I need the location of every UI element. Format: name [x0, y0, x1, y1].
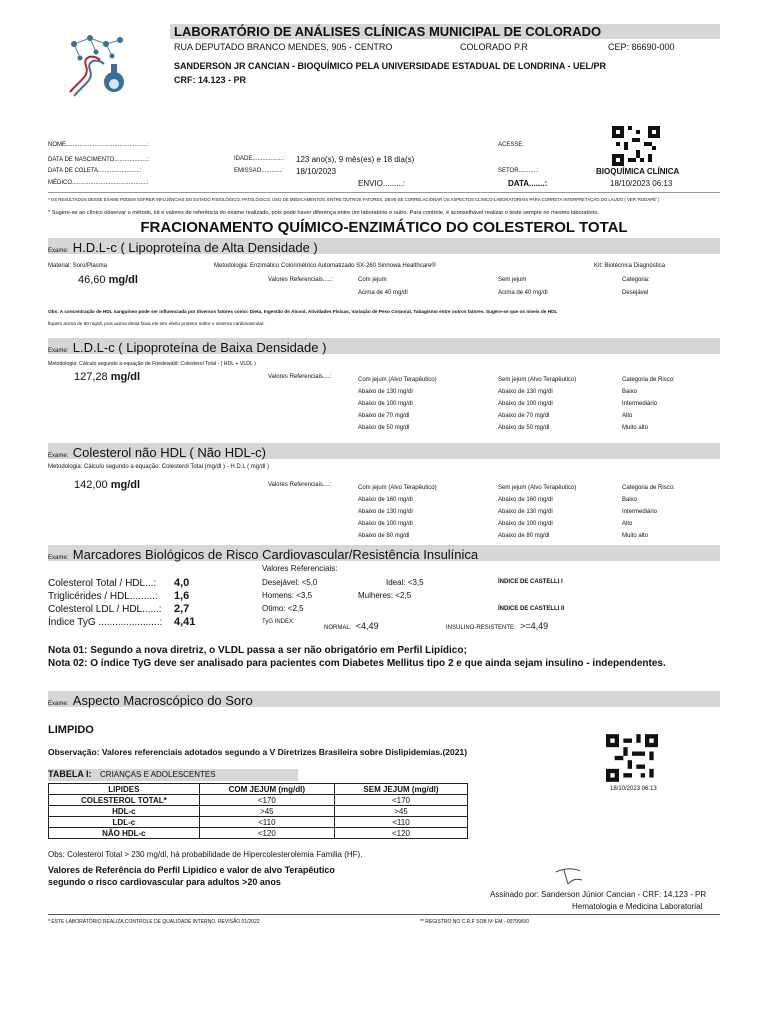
table-cell: COLESTEROL TOTAL* [49, 795, 200, 806]
table-cell: HDL-c [49, 806, 200, 817]
nonhdl-col1-row: Abaixo de 80 mg/dl [358, 533, 410, 539]
nonhdl-col1-row: Abaixo de 100 mg/dl [358, 521, 413, 527]
nome-label: NOME.................................................: [48, 142, 150, 148]
table-row [49, 795, 468, 806]
hdl-title: H.D.L-c ( Lipoproteína de Alta Densidade ) [72, 240, 318, 255]
tabela-obs: Obs: Colesterol Total > 230 mg/dl, há probabilidade de Hipercolesterolemia Familia (HF). [48, 850, 363, 859]
exame-label: Exame: [48, 555, 69, 561]
observacao: Observação: Valores referenciais adotados segundo a V Diretrizes Brasileira sobre Dislipidemias.(2021) [48, 747, 468, 757]
medico-label: MÉDICO.............................................: [48, 180, 149, 186]
lab-city: COLORADO P.R [460, 42, 528, 52]
table-header: COM JEJUM (mg/dl) [199, 784, 334, 795]
footer-ref-line2: segundo o risco cardiovascular para adultos >20 anos [48, 877, 281, 887]
hdl-obs2: fiquem acima de 60 mg/dl, pois acima desta faixa ele tem efeito protetor sobre o sistema cardiovascular. [48, 321, 265, 326]
reference-table [48, 783, 468, 839]
hdl-result [78, 274, 138, 286]
hdl-ref-label: Valores Referenciais.....: [268, 277, 333, 283]
tyg-resistente [446, 616, 548, 634]
marker-label: Triglicérides / HDL.........: [48, 591, 158, 602]
ldl-col1-row: Abaixo de 130 mg/dl [358, 389, 413, 395]
nonhdl-col2-row: Abaixo de 80 mg/dl [498, 533, 550, 539]
ideal: Ideal: <3,5 [386, 578, 424, 587]
ldl-col1-row: Abaixo de 70 mg/dl [358, 413, 410, 419]
hdl-col2-v: Acima de 40 mg/dl [498, 290, 548, 296]
nonhdl-col3-row: Intermediário [622, 509, 658, 515]
registro: ** REGISTRO NO C.R.F SOB Nº EM - 00799/6/0 [420, 919, 530, 925]
table-row [49, 806, 468, 817]
marker-label: Colesterol Total / HDL...: [48, 578, 157, 589]
suggestion: * Sugere-se ao clínico observar o método, kit e valores de referência do exame realizado, pois pode haver diferença entre um laboratório e outro. Para controle, é aconselhável realizar o teste sempre no mesmo laboratório. [48, 210, 599, 216]
markers-values [174, 577, 195, 629]
data-value: 18/10/2023 06:13 [610, 179, 673, 188]
table-cell: >45 [199, 806, 334, 817]
exame-label: Exame: [48, 248, 69, 254]
otimo: Otimo: <2,5 [262, 604, 304, 613]
table-header: LIPIDES [49, 784, 200, 795]
exame-label: Exame: [48, 701, 69, 707]
table-cell: <110 [199, 817, 334, 828]
marker-value: 2,7 [174, 603, 190, 615]
table-row [49, 828, 468, 839]
nonhdl-col3-row: Baixo [622, 497, 638, 503]
qr-code-icon[interactable] [612, 126, 660, 166]
nonhdl-col2-row: Abaixo de 160 mg/dl [498, 497, 553, 503]
nascimento-label: DATA DE NASCIMENTO....................: [48, 157, 150, 163]
ldl-col2 [498, 374, 576, 434]
main-title: FRACIONAMENTO QUÍMICO-ENZIMÁTICO DO COLESTEROL TOTAL [140, 219, 628, 236]
lab-address: RUA DEPUTADO BRANCO MENDES, 905 - CENTRO [174, 42, 393, 52]
nonhdl-ref-label: Valores Referenciais....: [268, 482, 332, 488]
disclaimer: * OS RESULTADOS DESSE EXAME PODEM SOFRER INFLUÊNCIAS DO ESTADO FISIOLÓGICO, PATOLÓGICO, USO DE MEDICAMENTOS, ENTRE OUTROS FATORES. DEVE-SE CORRELACIONAR OS ASPECTOS CLÍNICO-LABORATORIAIS PARA CORRETA INTERPRETAÇÃO DO LAUDO ( VER 'RODAPÉ' ) [48, 197, 660, 202]
table-cell: LDL-c [49, 817, 200, 828]
nonhdl-col2-row: Abaixo de 100 mg/dl [498, 521, 553, 527]
nonhdl-col1-row: Com jejum (Alvo Terapêutico) [358, 485, 437, 491]
hdl-col2-h: Sem jejum [498, 277, 527, 283]
emissao-value: 18/10/2023 [296, 167, 337, 176]
normal-label: NORMAL: [324, 625, 352, 631]
nonhdl-col3-row: Alto [622, 521, 633, 527]
markers-title: Marcadores Biológicos de Risco Cardiovascular/Resistência Insulínica [72, 547, 479, 562]
ldl-col2-row: Abaixo de 50 mg/dl [498, 425, 550, 431]
emissao-label: EMISSAO............: [234, 168, 284, 174]
marker-value: 4,41 [174, 616, 196, 628]
lab-name: LABORATÓRIO DE ANÁLISES CLÍNICAS MUNICIPAL DE COLORADO [174, 24, 602, 39]
castelli-2: ÍNDICE DE CASTELLI II [498, 606, 565, 612]
qr-code-icon[interactable] [606, 734, 658, 782]
tyg-label: TyG INDEX: [262, 619, 295, 625]
ldl-ref-label: Valores Referenciais....: [268, 374, 332, 380]
nonhdl-col2-row: Sem jejum (Alvo Terapêutico) [498, 485, 577, 491]
coleta-label: DATA DE COLETA.........................: [48, 168, 142, 174]
footer-ref-line1: Valores de Referência do Perfil Lipídico e valor de alvo Terapêutico [48, 865, 335, 875]
ldl-col3-row: Muito alto [622, 425, 649, 431]
nonhdl-exam-header [48, 444, 266, 462]
nonhdl-col3-row: Categoria de Risco: [622, 485, 675, 491]
nonhdl-col2 [498, 482, 576, 542]
aspecto-title: Aspecto Macroscópico do Soro [72, 693, 253, 708]
nonhdl-col1-row: Abaixo de 130 mg/dl [358, 509, 413, 515]
ldl-col2-row: Abaixo de 70 mg/dl [498, 413, 550, 419]
table-header-row [49, 784, 468, 795]
marker-label: Índice TyG ......................: [48, 617, 163, 628]
nonhdl-title: Colesterol não HDL ( Não HDL-c) [72, 445, 266, 460]
qr-date: 18/10/2023 06:13 [610, 786, 657, 792]
homens: Homens: <3,5 [262, 591, 313, 600]
signed-by: Assinado por: Sanderson Júnior Cancian - CRF: 14.123 - PR [490, 890, 707, 899]
nonhdl-col1 [358, 482, 437, 542]
normal-value: <4,49 [355, 621, 379, 631]
ldl-col3-row: Intermediário [622, 401, 658, 407]
hdl-exam-header [48, 239, 318, 257]
nonhdl-col1-row: Abaixo de 160 mg/dl [358, 497, 413, 503]
hdl-col1-h: Com jejum [358, 277, 387, 283]
table-cell: <120 [199, 828, 334, 839]
lab-cep: CEP: 86690-000 [608, 42, 675, 52]
ldl-col1 [358, 374, 437, 434]
marker-label: Colesterol LDL / HDL......: [48, 604, 162, 615]
table-row [49, 817, 468, 828]
aspecto-exam-header [48, 692, 253, 710]
ldl-exam-header [48, 339, 326, 357]
tyg-normal [324, 616, 379, 634]
hdl-obs1: Obs: A concentração de HDL sanguíneo pode ser influenciada por diversos fatores como: Dieta, Ingestão de Álcool, Atividades Físicas, Variação de Peso Corporal, Tabagismo entre outros fatores. Sugere-se que os níveis de HDL [48, 309, 558, 314]
crf: CRF: 14.123 - PR [174, 75, 247, 85]
nonhdl-value: 142,00 [74, 479, 108, 491]
setor-label: SETOR...........: [498, 168, 539, 174]
hdl-col3-v: Desejável [622, 290, 649, 296]
nonhdl-result [74, 479, 140, 491]
exame-label: Exame: [48, 453, 69, 459]
ldl-title: L.D.L-c ( Lipoproteína de Baixa Densidade ) [72, 340, 327, 355]
mulheres: Mulheres: <2,5 [358, 591, 412, 600]
dna-molecule-icon [60, 30, 132, 98]
table-header: SEM JEJUM (mg/dl) [334, 784, 467, 795]
desejavel: Desejável: <5,0 [262, 578, 318, 587]
table-cell: <170 [334, 795, 467, 806]
table-cell: <120 [334, 828, 467, 839]
hdl-value: 46,60 [78, 274, 106, 286]
ldl-col1-row: Abaixo de 50 mg/dl [358, 425, 410, 431]
acesse-label: ACESSE: [498, 142, 525, 148]
ldl-col3-row: Categoria de Risco: [622, 377, 675, 383]
hdl-unit: mg/dl [108, 274, 138, 286]
ldl-col2-row: Sem jejum (Alvo Terapêutico) [498, 377, 577, 383]
ldl-col1-row: Com jejum (Alvo Terapêutico) [358, 377, 437, 383]
ldl-unit: mg/dl [110, 371, 141, 383]
tabela-header [48, 769, 216, 779]
envio-label: ENVIO.........: [358, 179, 406, 188]
ldl-col2-row: Abaixo de 100 mg/dl [498, 401, 553, 407]
ldl-metodologia: Metodologia: Cálculo segundo a equação de Friedewald: Colesterol Total - ( HDL + VLDL ) [48, 361, 256, 367]
resist-label: INSULINO-RESISTENTE: [446, 625, 516, 631]
castelli-1: ÍNDICE DE CASTELLI I [498, 579, 563, 585]
ldl-col3-row: Baixo [622, 389, 638, 395]
marker-value: 1,6 [174, 590, 190, 602]
ldl-result [74, 371, 140, 383]
nonhdl-col2-row: Abaixo de 130 mg/dl [498, 509, 553, 515]
hdl-metodologia: Metodologia: Enzimático Colorimétrico Automatizado SX-260 Sinnowa Healthcare® [214, 263, 436, 269]
data-label: DATA.......: [508, 179, 548, 188]
nonhdl-unit: mg/dl [110, 479, 141, 491]
quality-control: * ESTE LABORATÓRIO REALIZA CONTROLE DE QUALIDADE INTERNO. REVISÃO 01/2022 [48, 919, 260, 925]
markers-exam-header [48, 546, 478, 564]
markers-ref-header: Valores Referenciais: [262, 564, 338, 573]
markers-labels [48, 577, 162, 629]
resist-value: >=4,49 [520, 621, 549, 631]
specialty: Hematologia e Medicina Laboratorial [572, 902, 703, 911]
nonhdl-metodologia: Metodologia: Cálculo segundo a equação: Colesterol Total (mg/dl ) - H.D.L ( mg/dl ) [48, 464, 270, 470]
ldl-col1-row: Abaixo de 100 mg/dl [358, 401, 413, 407]
marker-value: 4,0 [174, 577, 190, 589]
ldl-col2-row: Abaixo de 130 mg/dl [498, 389, 553, 395]
hdl-col1-v: Acima de 40 mg/dl [358, 290, 408, 296]
nonhdl-col3-row: Muito alto [622, 533, 649, 539]
lab-logo [60, 30, 132, 98]
setor-value: BIOQUÍMICA CLÍNICA [596, 167, 680, 176]
table-cell: >45 [334, 806, 467, 817]
signature-icon [552, 866, 586, 888]
table-cell: NÃO HDL-c [49, 828, 200, 839]
nota-2: Nota 02: O índice TyG deve ser analisado para pacientes com Diabetes Mellitus tipo 2 e que ainda sejam insulino - independentes. [48, 658, 666, 669]
hdl-material: Material: Soro/Plasma [48, 263, 108, 269]
tabela-title: TABELA I: [48, 769, 92, 779]
table-cell: <110 [334, 817, 467, 828]
ldl-col3-row: Alto [622, 413, 633, 419]
nonhdl-col3 [622, 482, 675, 542]
nota-1: Nota 01: Segundo a nova diretriz, o VLDL passa a ser não obrigatório em Perfil Lipídico; [48, 645, 467, 656]
responsible: SANDERSON JR CANCIAN - BIOQUÍMICO PELA UNIVERSIDADE ESTADUAL DE LONDRINA - UEL/PR [174, 61, 607, 71]
idade-label: IDADE..................: [234, 156, 285, 162]
idade-value: 123 ano(s), 9 mês(es) e 18 dia(s) [296, 155, 415, 164]
tabela-subtitle: CRIANÇAS E ADOLESCENTES [100, 770, 216, 779]
ldl-col3 [622, 374, 675, 434]
table-cell: <170 [199, 795, 334, 806]
ldl-value: 127,28 [74, 371, 108, 383]
hdl-col3-h: Categoria: [622, 277, 650, 283]
exame-label: Exame: [48, 348, 69, 354]
hdl-kit: Kit: Biotécnica Diagnóstica [594, 263, 666, 269]
aspecto-value: LIMPIDO [48, 724, 94, 736]
